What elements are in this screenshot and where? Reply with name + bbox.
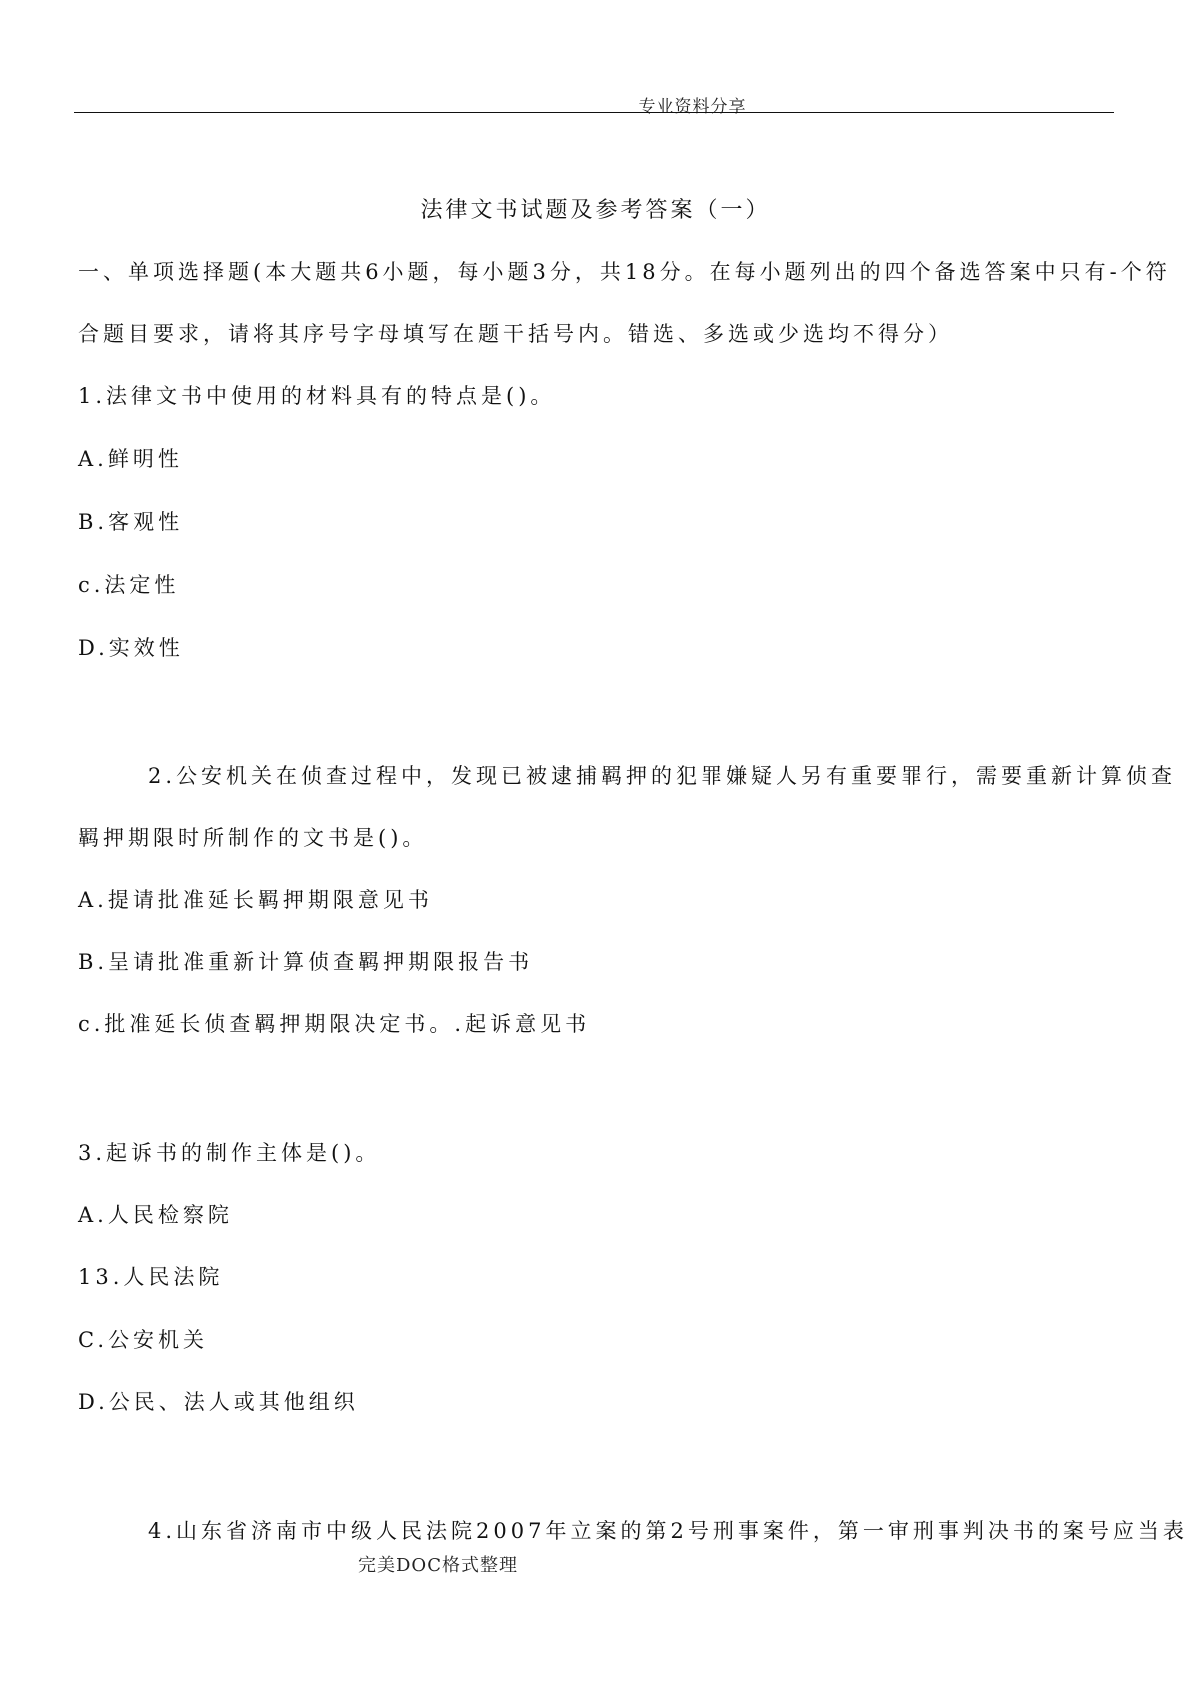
q1-option-c: c.法定性 — [78, 573, 180, 597]
q2-option-b: B.呈请批准重新计算侦查羁押期限报告书 — [78, 950, 534, 974]
page-header: 专业资料分享 — [638, 97, 747, 117]
q3-option-b: 13.人民法院 — [78, 1265, 224, 1289]
q1-option-b: B.客观性 — [78, 510, 184, 534]
page-footer: 完美DOC格式整理 — [358, 1555, 518, 1576]
q2-option-a: A.提请批准延长羁押期限意见书 — [78, 888, 433, 912]
q3-option-d: D.公民、法人或其他组织 — [78, 1390, 359, 1414]
q1-stem: 1.法律文书中使用的材料具有的特点是()。 — [78, 384, 556, 408]
document-title: 法律文书试题及参考答案（一） — [420, 198, 771, 223]
q1-option-d: D.实效性 — [78, 636, 184, 660]
q3-option-a: A.人民检察院 — [78, 1203, 233, 1227]
q4-stem-line-1: 4.山东省济南市中级人民法院2007年立案的第2号刑事案件，第一审刑事判决书的案号应当表 — [148, 1519, 1188, 1543]
q2-option-c: c.批准延长侦查羁押期限决定书。.起诉意见书 — [78, 1012, 591, 1036]
section-heading-line-1: 一、单项选择题(本大题共6小题，每小题3分，共18分。在每小题列出的四个备选答案中只有-个符 — [78, 260, 1171, 284]
q3-stem: 3.起诉书的制作主体是()。 — [78, 1141, 381, 1165]
q3-option-c: C.公安机关 — [78, 1328, 208, 1352]
header-rule — [74, 112, 1114, 113]
section-heading-line-2: 合题目要求，请将其序号字母填写在题干括号内。错选、多选或少选均不得分） — [78, 322, 953, 346]
q2-stem-line-2: 羁押期限时所制作的文书是()。 — [78, 826, 428, 850]
q1-option-a: A.鲜明性 — [78, 447, 183, 471]
q2-stem-line-1: 2.公安机关在侦查过程中，发现已被逮捕羁押的犯罪嫌疑人另有重要罪行，需要重新计算侦查 — [148, 764, 1177, 788]
